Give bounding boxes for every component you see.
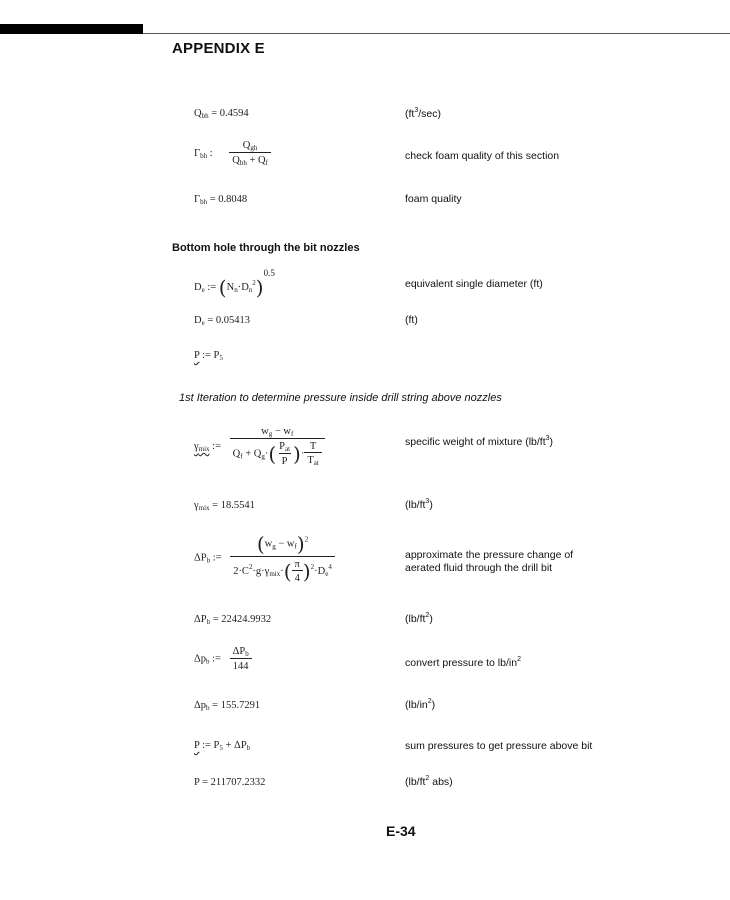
note-ft: (ft) xyxy=(405,314,418,326)
note-approx-pressure: approximate the pressure change of xyxy=(405,549,574,561)
note-lb-in2: $(lb/in^2)$ xyxy=(405,698,436,711)
section-heading: Bottom hole through the bit nozzles xyxy=(172,242,360,254)
eq-dpb-def: $\Delta p_b$ := $\frac{\Delta P_b}{144}$ xyxy=(194,646,252,672)
eq-gamma-bh-def: $\Gamma_{bh}$ : $\frac{Q_{gh}}{Q_{bh} + Q_f}$ xyxy=(194,140,271,167)
note-specific-weight: specific weight of mixture $(lb/ft^3)$ xyxy=(405,435,554,448)
page-header-title: APPENDIX E xyxy=(172,40,265,57)
note-ft3-sec: $(ft^3/\sec)$ xyxy=(405,107,442,120)
note-equivalent-diameter: equivalent single diameter (ft) xyxy=(405,278,543,290)
eq-de-def: $D_e$ := $(N_n\cdot D_n^2)^{0.5}$ xyxy=(194,268,275,300)
eq-dpb-value: $\Delta p_b = 155.7291$ xyxy=(194,700,261,712)
eq-dPb-def: $\Delta P_b$ := $(w_g - w_f)^2$ $2\cdot C^2\cdot g\cdot\gamma_{mix}\cdot$( $\frac{\pi}{4}$ )$^2\cdot D_e^4$ xyxy=(194,532,335,584)
eq-p-sum: P := $P_5 + \Delta P_b$ xyxy=(194,740,251,752)
iteration-heading: 1st Iteration to determine pressure inside drill string above nozzles xyxy=(179,392,502,404)
note-lb-ft2: $(lb/ft^2)$ xyxy=(405,612,433,625)
eq-p-value: P = 211707.2332 xyxy=(194,777,266,788)
note-lb-ft2-abs: ($lb/ft^2$ abs) xyxy=(405,775,453,788)
note-foam-quality: foam quality xyxy=(405,193,462,205)
eq-gamma-mix-value: $\gamma_{mix} = 18.5541$ xyxy=(194,500,255,512)
eq-q-bh-value: $Q_{bh} = 0.4594$ xyxy=(194,108,249,120)
eq-de-value: $D_e = 0.05413$ xyxy=(194,315,250,327)
header-rule xyxy=(143,33,730,34)
note-convert-pressure: convert pressure to $lb/in^2$ xyxy=(405,656,521,669)
eq-dPb-value: $\Delta P_b = 22424.9932$ xyxy=(194,614,272,626)
eq-p-assign-p5: P := $P_5$ xyxy=(194,350,223,362)
header-bar xyxy=(0,24,143,34)
note-aerated-fluid: aerated fluid through the drill bit xyxy=(405,562,553,574)
eq-gamma-bh-value: $\Gamma_{bh} = 0.8048$ xyxy=(194,194,248,206)
page-number: E-34 xyxy=(386,823,416,839)
note-sum-pressures: sum pressures to get pressure above bit xyxy=(405,740,593,752)
note-lb-ft3: $(lb/ft^3)$ xyxy=(405,498,433,511)
note-check-foam-quality: check foam quality of this section xyxy=(405,150,560,162)
eq-gamma-mix-def: $\gamma_{mix}$ := $w_g - w_f$ $Q_f + Q_g\cdot$( $\frac{P_{at}}{P}$ )· $\frac{T}{T_{at}}$ xyxy=(194,426,325,467)
